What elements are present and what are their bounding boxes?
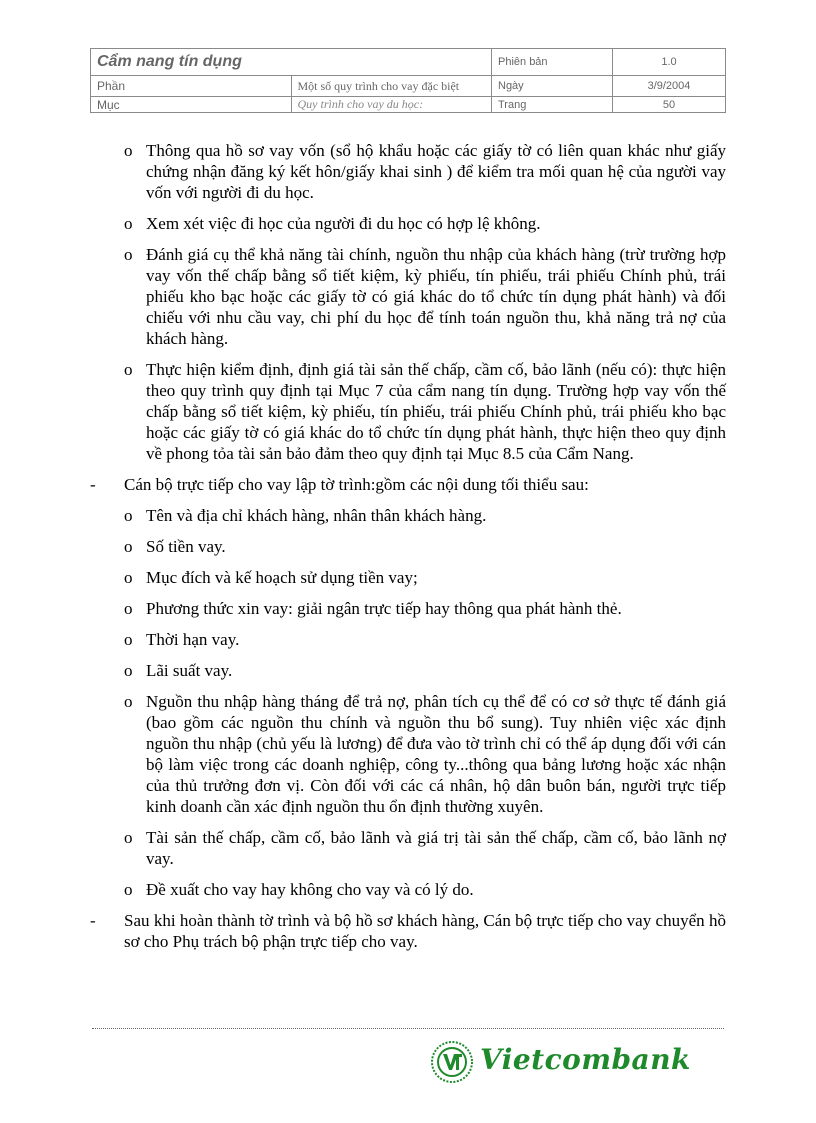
bullet-marker: o	[124, 245, 133, 264]
sub-bullet-item	[90, 660, 726, 681]
bullet-text: Số tiền vay.	[146, 537, 226, 556]
sub-bullet-item	[90, 827, 726, 869]
bullet-text: Đề xuất cho vay hay không cho vay và có lý do.	[146, 880, 474, 899]
sub-bullet-item	[90, 536, 726, 557]
bullet-marker: o	[124, 568, 133, 587]
bullet-text: Phương thức xin vay: giải ngân trực tiếp hay thông qua phát hành thẻ.	[146, 599, 622, 618]
sub-bullet-item	[90, 567, 726, 588]
bullet-text: Đánh giá cụ thể khả năng tài chính, nguồn thu nhập của khách hàng (trừ trường hợp vay vốn thế chấp bằng sổ tiết kiệm, kỳ phiếu, tín phiếu, trái phiếu Chính phủ, trái phiếu kho bạc hoặc các giấy tờ có giá khác do tổ chức tín dụng phát hành) và đối chiếu với nhu cầu vay, chi phí du học để tính toán nguồn thu, khả năng trả nợ của khách hàng.	[146, 245, 726, 348]
bullet-marker: o	[124, 661, 133, 680]
vietcombank-emblem-icon	[430, 1040, 474, 1084]
bullet-marker: o	[124, 692, 133, 711]
dash-marker: -	[90, 911, 96, 930]
sub-bullet-item	[90, 879, 726, 900]
bullet-text: Lãi suất vay.	[146, 661, 233, 680]
bullet-marker: o	[124, 360, 133, 379]
sub-bullet-item	[90, 505, 726, 526]
document-header-table	[90, 48, 726, 113]
sub-bullet-item	[90, 691, 726, 817]
page-number: 50	[613, 97, 726, 113]
footer-divider	[92, 1028, 724, 1029]
bullet-text: Xem xét việc đi học của người đi du học có hợp lệ không.	[146, 214, 541, 233]
section-label: Phần	[91, 76, 292, 97]
dash-text: Cán bộ trực tiếp cho vay lập tờ trình:gồm các nội dung tối thiểu sau:	[124, 475, 589, 494]
bullet-text: Mục đích và kế hoạch sử dụng tiền vay;	[146, 568, 418, 587]
bullet-marker: o	[124, 630, 133, 649]
dash-item	[90, 474, 726, 495]
bullet-text: Tên và địa chỉ khách hàng, nhân thân khách hàng.	[146, 506, 487, 525]
bullet-marker: o	[124, 880, 133, 899]
dash-text: Sau khi hoàn thành tờ trình và bộ hồ sơ khách hàng, Cán bộ trực tiếp cho vay chuyển hồ sơ cho Phụ trách bộ phận trực tiếp cho vay.	[124, 911, 726, 951]
bullet-text: Thông qua hồ sơ vay vốn (sổ hộ khẩu hoặc các giấy tờ có liên quan khác như giấy chứng nhận đăng ký kết hôn/giấy khai sinh ) để kiểm tra mối quan hệ của người vay vốn với người đi du học.	[146, 141, 726, 202]
dash-item	[90, 910, 726, 952]
bullet-text: Thời hạn vay.	[146, 630, 240, 649]
bullet-marker: o	[124, 214, 133, 233]
bullet-marker: o	[124, 537, 133, 556]
manual-title: Cẩm nang tín dụng	[91, 49, 492, 76]
page-label: Trang	[492, 97, 613, 113]
sub-bullet-item	[90, 213, 726, 234]
sub-bullet-item	[90, 244, 726, 349]
bullet-marker: o	[124, 141, 133, 160]
bullet-marker: o	[124, 599, 133, 618]
bullet-text: Tài sản thế chấp, cầm cố, bảo lãnh và giá trị tài sản thế chấp, cầm cố, bảo lãnh nợ vay.	[146, 828, 726, 868]
version-label: Phiên bản	[492, 49, 613, 76]
item-value: Quy trình cho vay du học:	[291, 97, 492, 113]
date-value: 3/9/2004	[613, 76, 726, 97]
section-value: Một số quy trình cho vay đặc biệt	[291, 76, 492, 97]
dash-marker: -	[90, 475, 96, 494]
vietcombank-logo: Vietcombank	[480, 1043, 691, 1076]
item-label: Mục	[91, 97, 292, 113]
sub-bullet-item	[90, 140, 726, 203]
bullet-marker: o	[124, 506, 133, 525]
bullet-text: Nguồn thu nhập hàng tháng để trả nợ, phân tích cụ thể để có cơ sở thực tế đánh giá (bao gồm các nguồn thu chính và nguồn thu bổ sung). Tuy nhiên việc xác định nguồn thu nhập (chủ yếu là lương) để đưa vào tờ trình chỉ có thể áp dụng đối với cán bộ làm việc trong các doanh nghiệp, công ty...thông qua bảng lương hoặc xác nhận của thủ trưởng đơn vị. Còn đối với các cá nhân, hộ dân buôn bán, người trực tiếp kinh doanh cần xác định nguồn thu ổn định thường xuyên.	[146, 692, 726, 816]
version-value: 1.0	[613, 49, 726, 76]
sub-bullet-item	[90, 598, 726, 619]
sub-bullet-item	[90, 629, 726, 650]
bullet-marker: o	[124, 828, 133, 847]
date-label: Ngày	[492, 76, 613, 97]
sub-bullet-item	[90, 359, 726, 464]
bullet-text: Thực hiện kiểm định, định giá tài sản thế chấp, cầm cố, bảo lãnh (nếu có): thực hiện theo quy trình quy định tại Mục 7 của cẩm nang tín dụng. Trường hợp vay vốn thế chấp bằng sổ tiết kiệm, kỳ phiếu, tín phiếu, trái phiếu Chính phủ, trái phiếu kho bạc hoặc các giấy tờ có giá khác do tổ chức tín dụng phát hành, thực hiện theo quy định về phong tỏa tài sản bảo đảm theo quy định tại Mục 8.5 của Cẩm Nang.	[146, 360, 726, 463]
document-body	[90, 140, 726, 962]
